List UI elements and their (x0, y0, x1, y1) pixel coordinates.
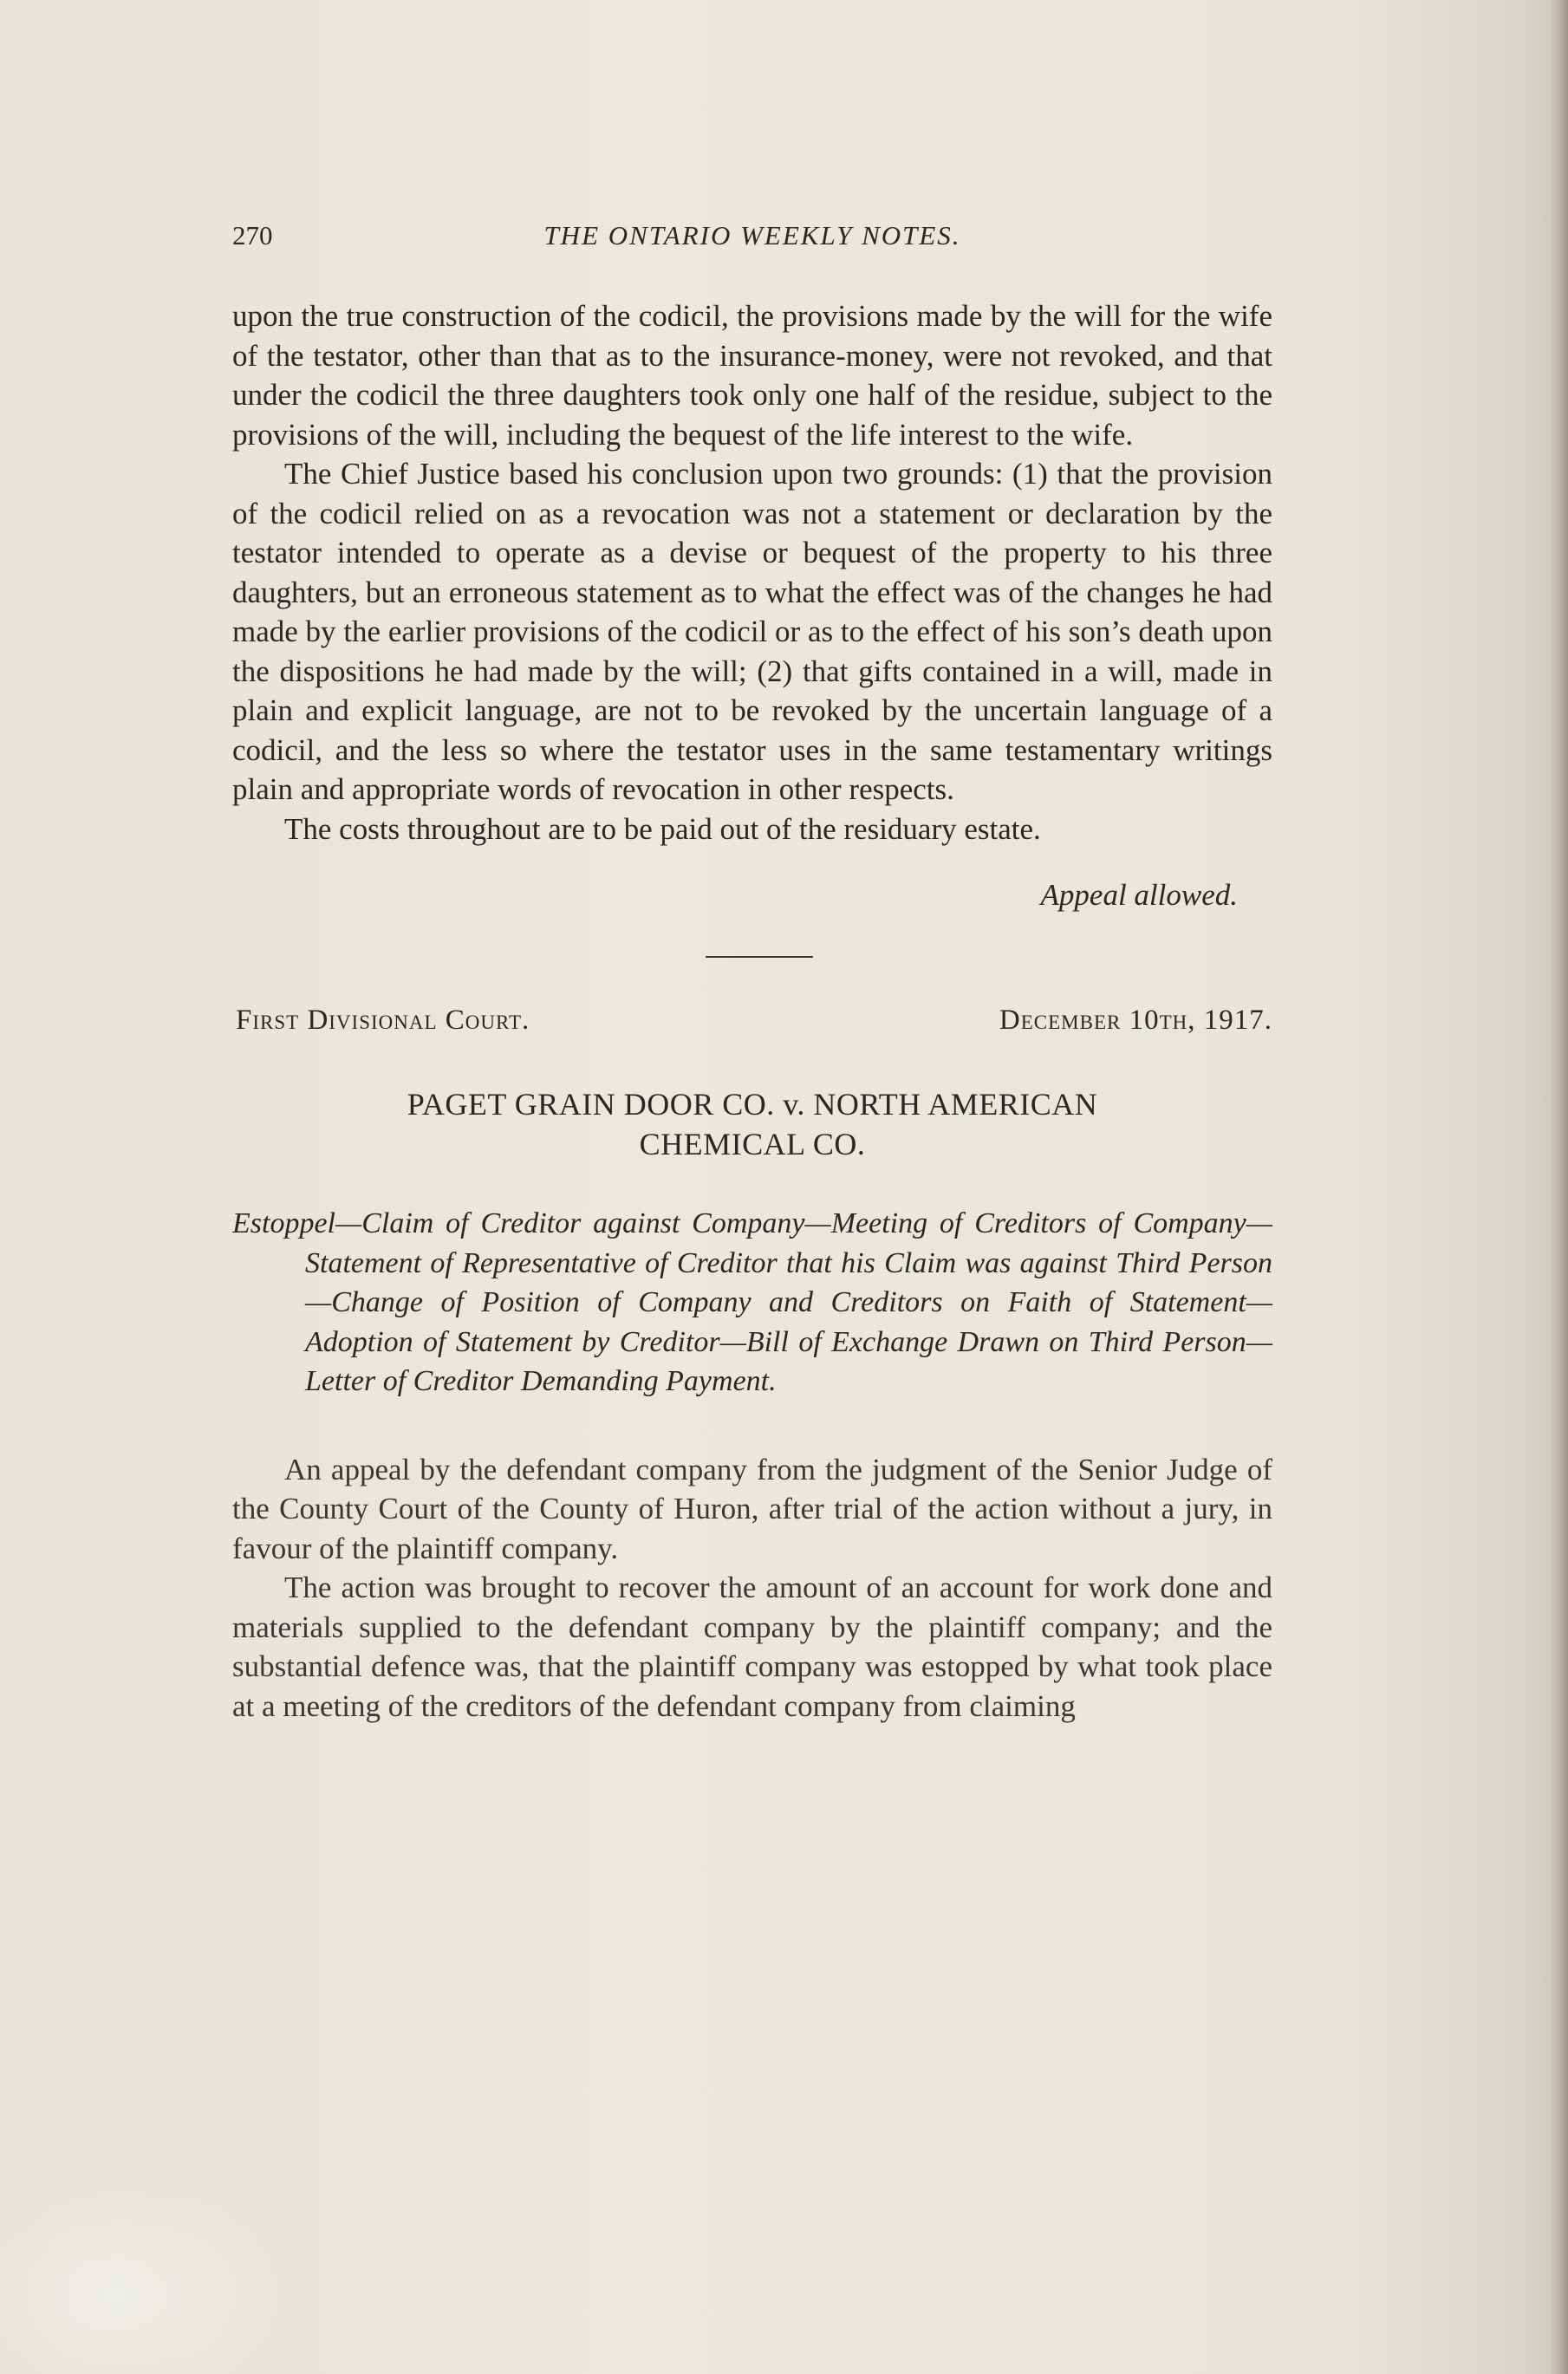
running-head (232, 208, 1272, 260)
page-edge (1549, 0, 1568, 2374)
court-line (232, 1005, 1272, 1044)
case-title-line-1: PAGET GRAIN DOOR CO. v. NORTH AMERICAN (407, 1087, 1098, 1122)
costs-paragraph: The costs throughout are to be paid out of the residuary estate. (284, 811, 1041, 846)
action-paragraph: The action was brought to recover the amount of an account for work done and materials supplied to the defendant company by the plaintiff company; and the substantial defence was, that the plaintiff company was estopped by what took place at a meeting of the creditors of the defendant company from claiming (232, 1571, 1272, 1723)
headnote: Estoppel—Claim of Creditor against Company—Meeting of Creditors of Company—Statement of Representative of Creditor that his Claim was against Third Person—Change of Position of Company and Creditors on Faith of Statement—Adoption of Statement by Creditor—Bill of Exchange Drawn on Third Person—Letter of Creditor Demanding Payment. (232, 1207, 1272, 1397)
case-title (232, 1084, 1272, 1164)
decision-date: December 10th, 1917. (999, 1005, 1272, 1036)
page-content (232, 208, 1272, 1726)
journal-title: THE ONTARIO WEEKLY NOTES. (543, 220, 961, 250)
section-divider (706, 956, 813, 958)
court-name: First Divisional Court. (236, 1005, 530, 1036)
continued-paragraph: upon the true construction of the codicil, the provisions made by the will for the wife of the testator, other than that as to the insurance-money, were not revoked, and that under the codicil the three daughters took only one half of the residue, subject to the provisions of the will, including the bequest of the life interest to the wife. (232, 299, 1272, 452)
verdict: Appeal allowed. (1040, 878, 1238, 912)
case-title-line-2: CHEMICAL CO. (639, 1127, 866, 1161)
appeal-paragraph: An appeal by the defendant company from the judgment of the Senior Judge of the County Court of the County of Huron, after trial of the action without a jury, in favour of the plaintiff company. (232, 1452, 1272, 1565)
grounds-paragraph: The Chief Justice based his conclusion upon two grounds: (1) that the provision of the codicil relied on as a revocation was not a statement or declaration by the testator intended to operate as a devise or bequest of the property to his three daughters, but an erroneous statement as to what the effect was of the changes he had made by the earlier provisions of the codicil or as to the effect of his son’s death upon the dispositions he had made by the will; (2) that gifts contained in a will, made in plain and explicit language, are not to be revoked by the uncertain language of a codicil, and the less so where the testator uses in the same testamentary writings plain and appropriate words of revocation in other respects. (232, 457, 1272, 806)
page-number: 270 (232, 220, 273, 250)
paper-stain (0, 2175, 286, 2374)
